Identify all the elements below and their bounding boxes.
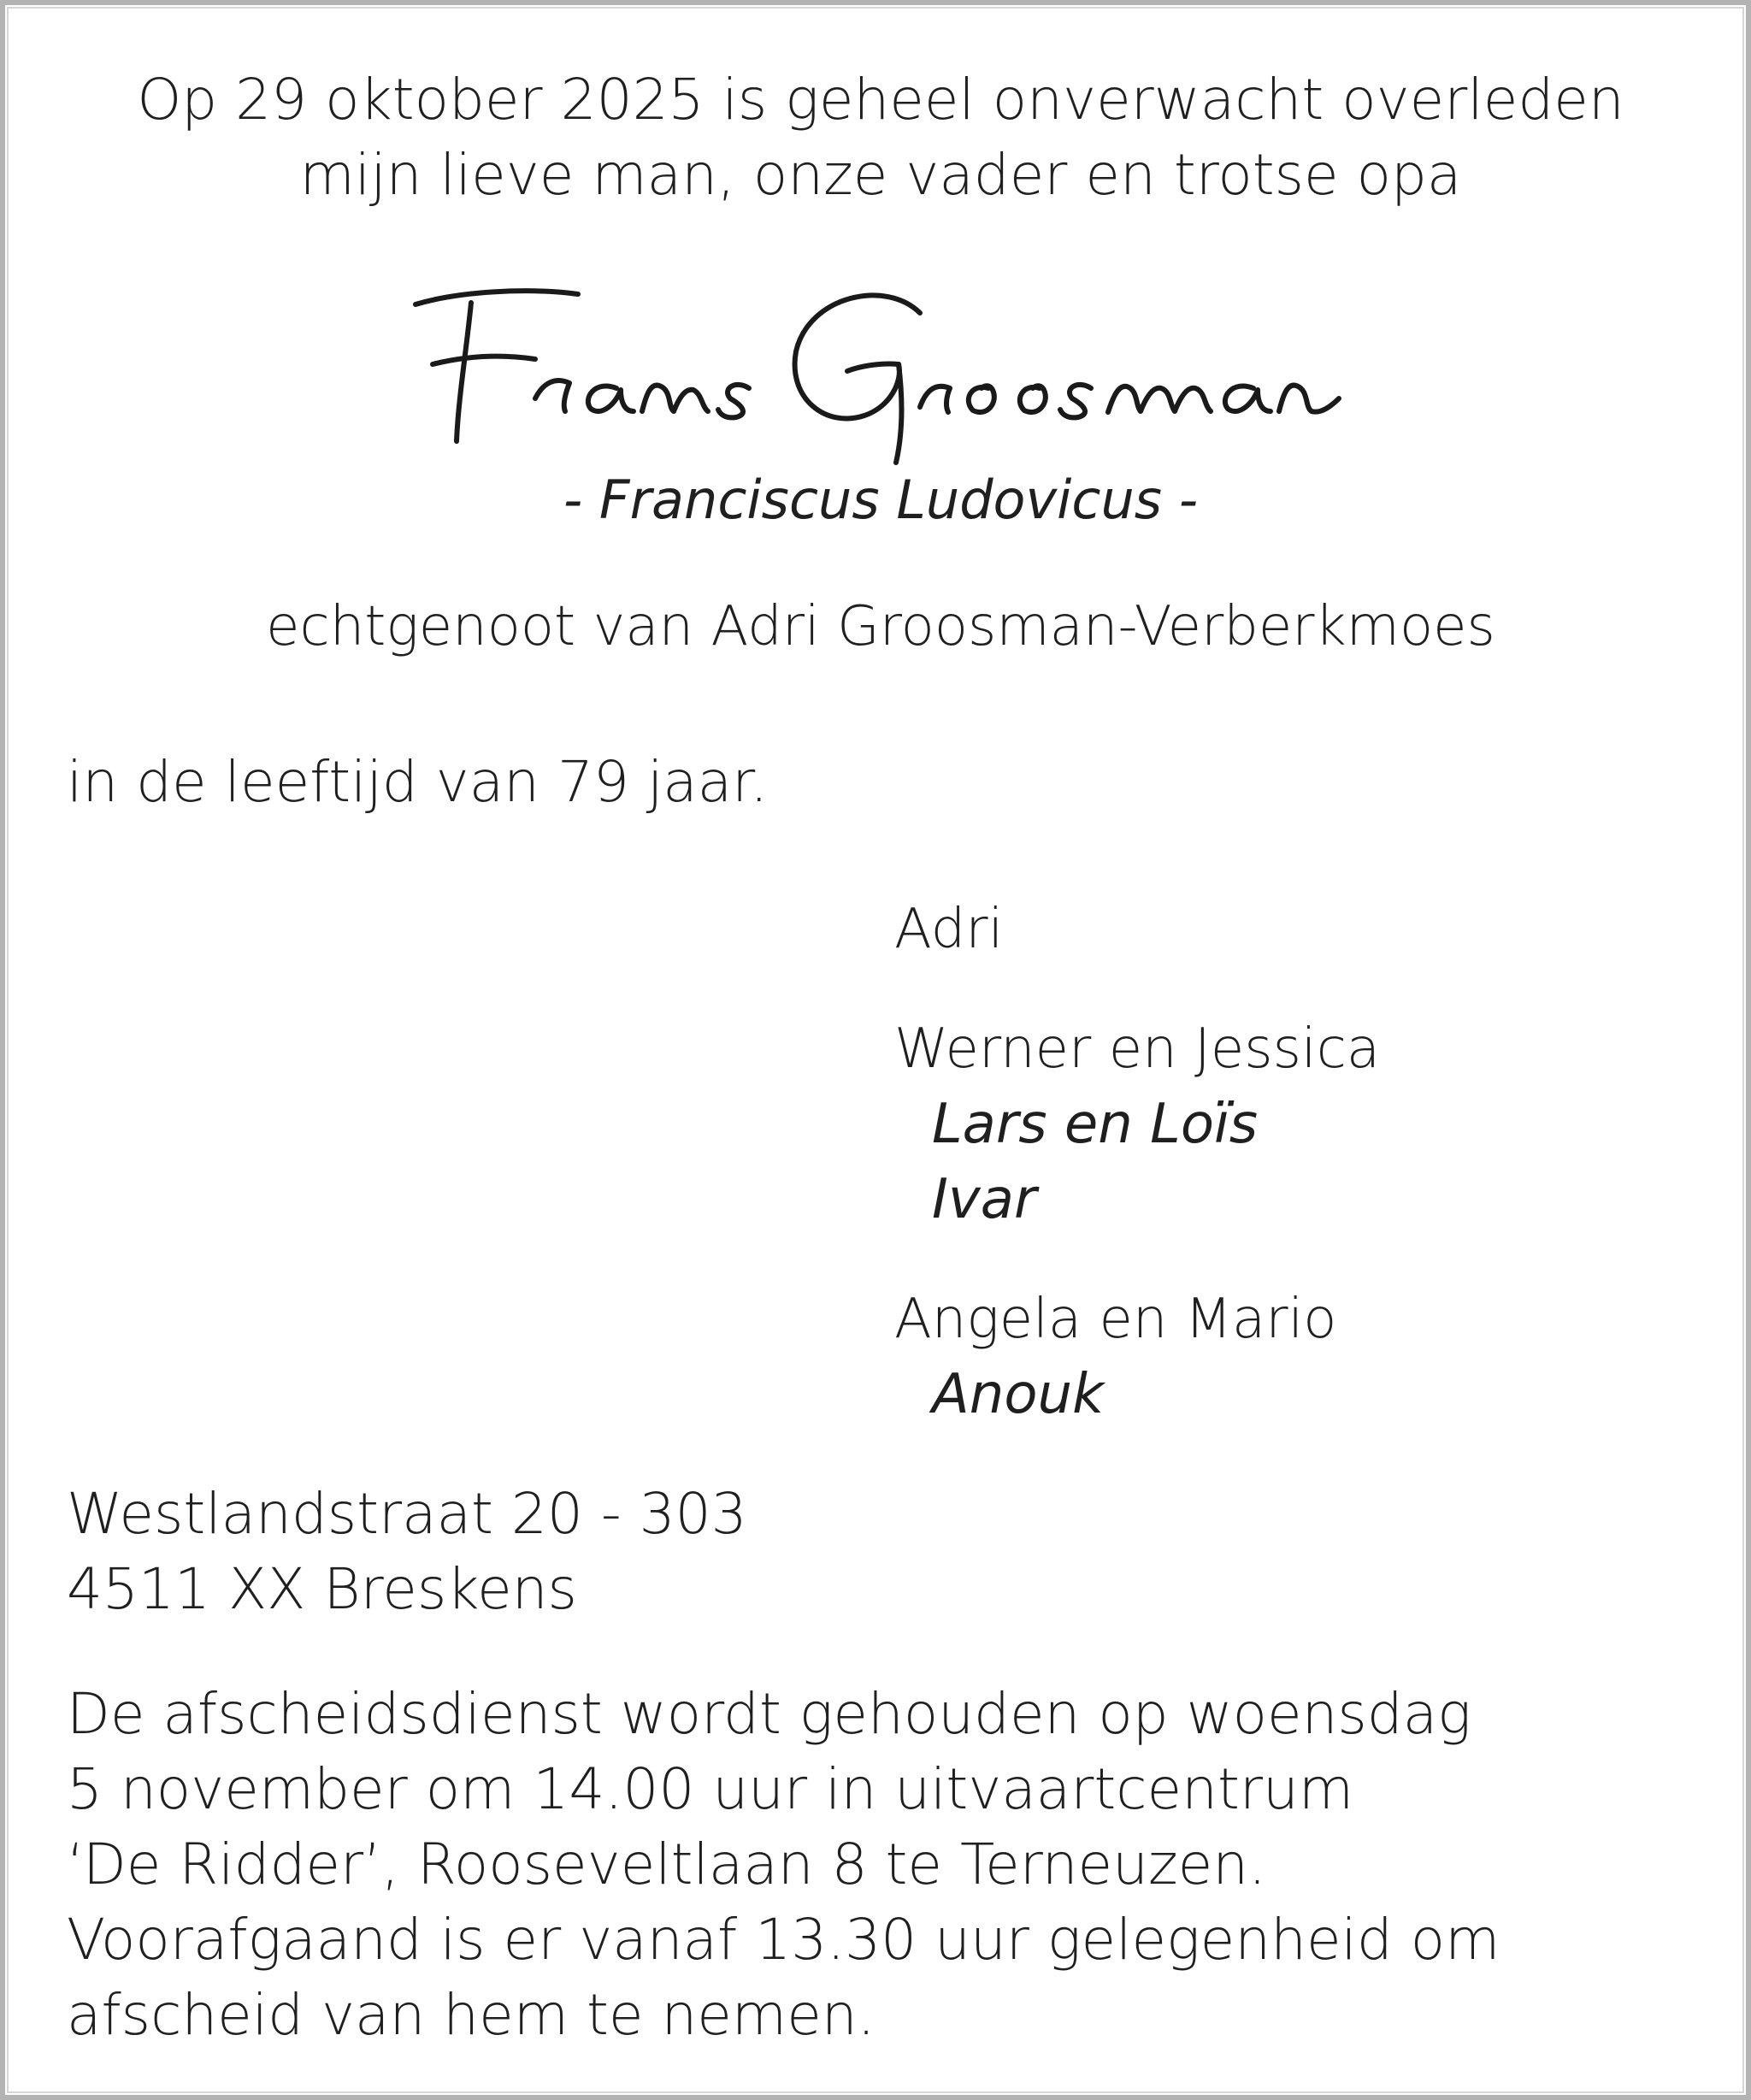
service-line-3: ‘De Ridder’, Rooseveltlaan 8 te Terneuzen. (67, 1832, 1267, 1897)
service-line-4: Voorafgaand is er vanaf 13.30 uur gelegenheid om (67, 1907, 1500, 1973)
grandchild: Ivar (932, 1168, 1037, 1231)
family-member: Werner en Jessica (894, 1018, 1381, 1081)
family-member: Adri (894, 898, 1004, 961)
address-city: 4511 XX Breskens (67, 1556, 577, 1622)
grandchild: Lars en Loïs (932, 1093, 1259, 1156)
spouse-line: echtgenoot van Adri Groosman-Verberkmoes (266, 595, 1495, 658)
grandchild: Anouk (932, 1363, 1105, 1426)
address-street: Westlandstraat 20 - 303 (67, 1481, 747, 1547)
age-line: in de leeftijd van 79 jaar. (67, 749, 769, 815)
service-line-1: De afscheidsdienst wordt gehouden op woensdag (67, 1681, 1471, 1747)
intro-line-2: mijn lieve man, onze vader en trotse opa (299, 142, 1462, 208)
family-member: Angela en Mario (894, 1288, 1337, 1351)
intro-line-1: Op 29 oktober 2025 is geheel onverwacht overleden (137, 67, 1624, 133)
service-line-5: afscheid van hem te nemen. (67, 1982, 876, 2048)
full-name: - Franciscus Ludovicus - (563, 469, 1199, 531)
signature-name-image (407, 270, 1347, 467)
service-line-2: 5 november om 14.00 uur in uitvaartcentrum (67, 1756, 1354, 1822)
